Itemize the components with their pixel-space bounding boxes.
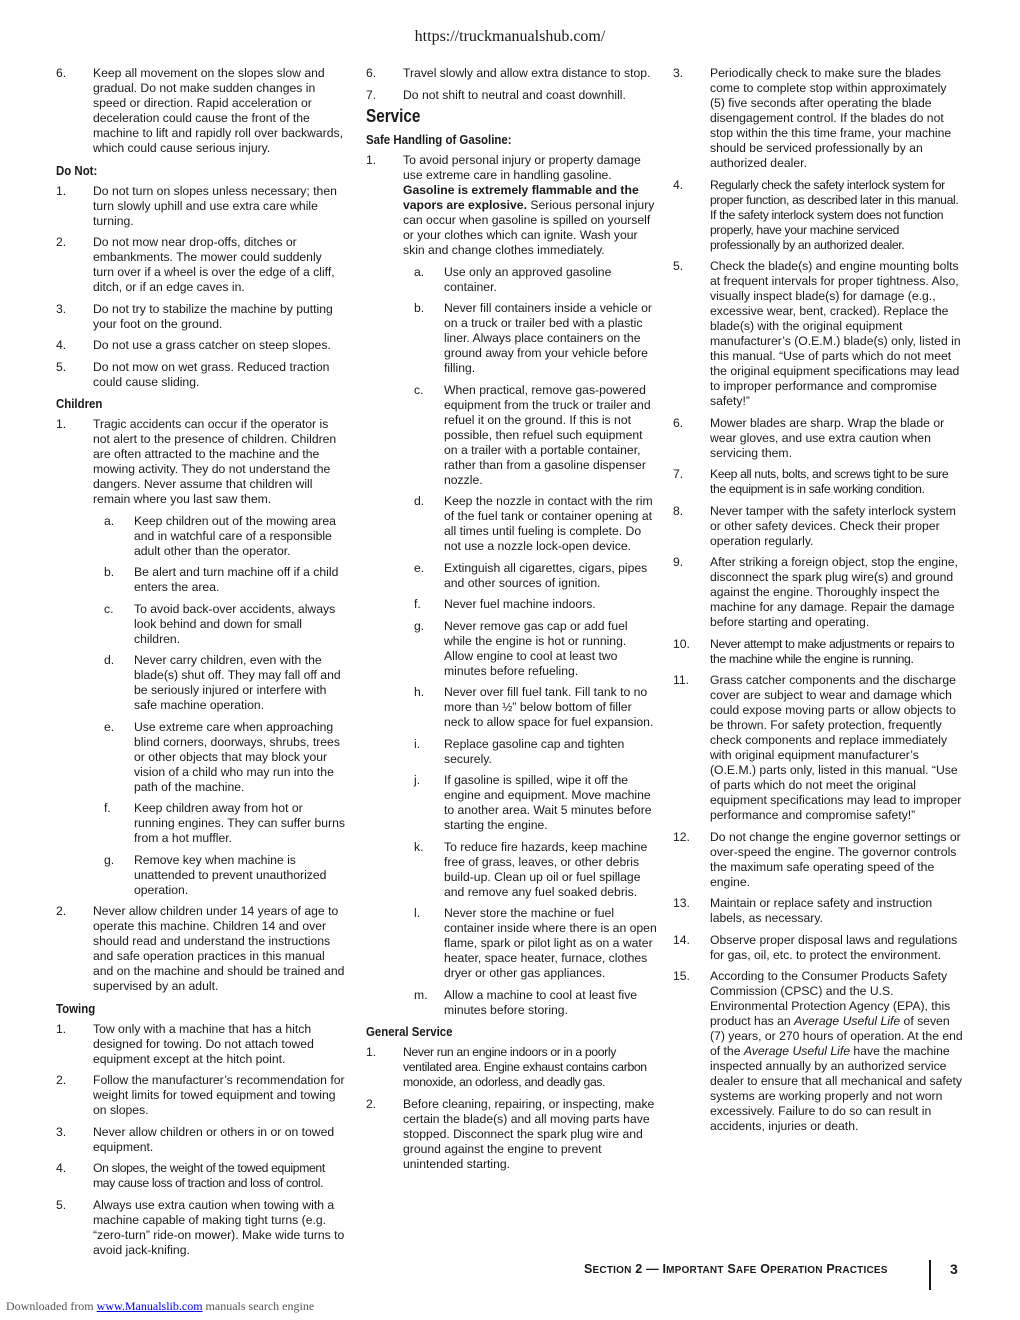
list-item: 11. Grass catcher components and the discharge cover are subject to wear and damage which could expose moving parts or allow objects to be thrown. For safety protection, frequently check components and replace immediately with original equipment manufacturer’s (O.E.M.) parts only, listed in this manual. “Use of parts which do not meet the original equipment specifications may lead to improper performance and compromise safety!” [673, 673, 962, 822]
footer-divider [929, 1260, 931, 1290]
list-item: 13. Maintain or replace safety and instruction labels, as necessary. [673, 896, 933, 925]
list-item: 5. Always use extra caution when towing with a machine capable of making tight turns (e.g. “zero-turn” ride-on mower). Make wide turns to avoid jack-knifing. [56, 1197, 345, 1257]
sub-item: h. Never over fill fuel tank. Fill tank to no more than ½” below bottom of filler neck to allow space for fuel expansion. [414, 685, 654, 729]
towing-heading: Towing [56, 1000, 96, 1016]
list-item: 6. Keep all movement on the slopes slow and gradual. Do not make sudden changes in speed or direction. Rapid acceleration or deceleration could cause the front of the machine to lift and rapidly roll over backwards, which could cause serious injury. [56, 66, 343, 155]
list-item: 6. Mower blades are sharp. Wrap the blade or wear gloves, and use extra caution when servicing them. [673, 415, 945, 460]
list-item: 12. Do not change the engine governor settings or over-speed the engine. The governor controls the maximum safe operating speed of the engine. [673, 829, 961, 889]
list-item: 2. Do not mow near drop-offs, ditches or embankments. The mower could suddenly turn over if a wheel is over the edge of a cliff, ditch, or if an edge caves in. [56, 235, 335, 294]
sub-item: e. Extinguish all cigarettes, cigars, pipes and other sources of ignition. [414, 560, 648, 590]
sub-item: d. Never carry children, even with the blade(s) shut off. They may fall off and be seriously injured or interfere with safe machine operation. [104, 653, 341, 712]
sub-item: m. Allow a machine to cool at least five minutes before storing. [414, 987, 638, 1017]
sub-item: k. To reduce fire hazards, keep machine free of grass, leaves, or other debris build-up. Clean up oil or fuel spillage and remove any fuel soaked debris. [414, 839, 648, 899]
sub-item: c. When practical, remove gas-powered equipment from the truck or trailer and refuel it on the ground. If this is not possible, then refuel such equipment on a trailer with a portable container, rather than from a gasoline dispenser nozzle. [414, 382, 651, 487]
header-url: https://truckmanualshub.com/ [414, 28, 606, 45]
list-item: 14. Observe proper disposal laws and regulations for gas, oil, etc. to protect the environment. [673, 932, 958, 962]
list-item: 6. Travel slowly and allow extra distance to stop. [366, 66, 651, 80]
list-item: 5. Do not mow on wet grass. Reduced traction could cause sliding. [56, 359, 330, 389]
list-item: 2. Never allow children under 14 years of age to operate this machine. Children 14 and over should read and understand the instructions and safe operation practices in this manual and on the machine and should be trained and supervised by an adult. [56, 904, 345, 993]
list-item: 2. Before cleaning, repairing, or inspecting, make certain the blade(s) and all moving parts have stopped. Disconnect the spark plug wire and ground against the engine to prevent unintended starting. [366, 1096, 655, 1171]
list-item: 4. Regularly check the safety interlock system for proper function, as described later in this manual. If the safety interlock system does not function properly, have your machine serviced professionally by an authorized dealer. [673, 177, 959, 252]
list-item: 9. After striking a foreign object, stop the engine, disconnect the spark plug wire(s) and ground against the engine. Thoroughly inspect the machine for any damage. Repair the damage before starting and operating. [673, 555, 958, 629]
sub-item: b. Be alert and turn machine off if a child enters the area. [104, 565, 339, 594]
sub-item: f. Never fuel machine indoors. [414, 597, 596, 611]
list-item: 4. Do not use a grass catcher on steep slopes. [56, 338, 331, 352]
sub-item: j. If gasoline is spilled, wipe it off the engine and equipment. Move machine to another area. Wait 5 minutes before starting the engine. [414, 773, 652, 832]
column-2 [366, 66, 658, 1178]
sub-item: e. Use extreme care when approaching blind corners, doorways, shrubs, trees or other objects that may block your vision of a child who may run into the path of the machine. [104, 719, 340, 794]
list-item: 3. Periodically check to make sure the blades come to complete stop within approximately (5) five seconds after operating the blade disengagement control. If the blades do not stop within the this time frame, your machine should be serviced professionally by an authorized dealer. [673, 66, 952, 170]
children-heading: Children [56, 396, 103, 411]
download-note: Downloaded from www.Manualslib.com manuals search engine [6, 1299, 315, 1313]
gasoline-sublist [366, 265, 658, 1018]
sub-item: f. Keep children away from hot or running engines. They can suffer burns from a hot muffler. [104, 801, 345, 845]
list-item: 1. Do not turn on slopes unless necessary; then turn slowly uphill and use extra care while turning. [56, 183, 337, 228]
sub-item: g. Remove key when machine is unattended to prevent unauthorized operation. [104, 852, 327, 897]
column-3 [673, 66, 963, 1141]
sub-item: d. Keep the nozzle in contact with the rim of the fuel tank or container opening at all times until fueling is complete. Do not use a nozzle lock-open device. [414, 494, 653, 553]
list-item: 8. Never tamper with the safety interlock system or other safety devices. Check their proper operation regularly. [673, 503, 956, 548]
sub-item: c. To avoid back-over accidents, always look behind and down for small children. [104, 601, 336, 646]
sub-item: i. Replace gasoline cap and tighten securely. [414, 736, 625, 766]
list-item: 3. Never allow children or others in or on towed equipment. [56, 1124, 335, 1154]
list-item: 1. To avoid personal injury or property damage use extreme care in handling gasoline. Gasoline is extremely flammable and the vapors are explosive. Serious personal injury can occur when gasoline is spilled on yourself or your clothes which can ignite. Wash your skin and change clothes immediately. [366, 153, 655, 257]
list-item: 2. Follow the manufacturer’s recommendation for weight limits for towed equipment and towing on slopes. [56, 1073, 345, 1117]
general-service-heading: General Service [366, 1024, 453, 1039]
sub-item: a. Keep children out of the mowing area and in watchful care of a responsible adult other than the operator. [104, 513, 336, 558]
list-item: 1. Never run an engine indoors or in a poorly ventilated area. Engine exhaust contains carbon monoxide, an odorless, and deadly gas. [366, 1045, 647, 1089]
list-item: 7. Do not shift to neutral and coast downhill. [366, 87, 626, 102]
sub-item: g. Never remove gas cap or add fuel while the engine is hot or running. Allow engine to cool at least two minutes before refueling. [414, 618, 628, 678]
do-not-heading: Do Not: [56, 162, 98, 178]
list-item: 7. Keep all nuts, bolts, and screws tight to be sure the equipment is in safe working condition. [673, 467, 949, 496]
children-sublist [56, 514, 346, 898]
list-item: 3. Do not try to stabilize the machine by putting your foot on the ground. [56, 301, 333, 331]
sub-item: b. Never fill containers inside a vehicle or on a truck or trailer bed with a plastic liner. Always place containers on the ground away from your vehicle before filling. [414, 301, 652, 375]
list-item: 1. Tow only with a machine that has a hitch designed for towing. Do not attach towed equipment except at the hitch point. [56, 1021, 314, 1066]
list-item: 1. Tragic accidents can occur if the operator is not alert to the presence of children. Children are often attracted to the machine and the mowing activity. They do not understand the dangers. Never assume that children will remain where you last saw them. [56, 417, 337, 506]
list-item: 4. On slopes, the weight of the towed equipment may cause loss of traction and loss of control. [56, 1161, 325, 1190]
list-item: 5. Check the blade(s) and engine mounting bolts at frequent intervals for proper tightness. Also, visually inspect blade(s) for damage (e.g., excessive wear, bent, cracked). Replace the blade(s) with the original equipment manufacturer’s (O.E.M.) blade(s) only, listed in this manual. “Use of parts which do not meet the original equipment specifications may lead to improper performance and compromise safety!” [673, 259, 961, 408]
sub-item: l. Never store the machine or fuel container inside where there is an open flame, spark or pilot light as on a water heater, space heater, furnace, clothes dryer or other gas appliances. [414, 906, 657, 980]
sub-item: a. Use only an approved gasoline container. [414, 264, 612, 294]
manualslib-link[interactable]: www.Manualslib.com [96, 1299, 203, 1313]
warning-bold-text: Gasoline is extremely flammable and the vapors are explosive. [403, 183, 639, 212]
section-footer-title: SECTION 2 — IMPORTANT SAFE OPERATION PRACTICES [584, 1262, 888, 1276]
gasoline-heading: Safe Handling of Gasoline: [366, 132, 512, 147]
list-item: 15. According to the Consumer Products Safety Commission (CPSC) and the U.S. Environmental Protection Agency (EPA), this product has an Average Useful Life of seven (7) years, or 270 hours of operation. At the end of the Average Useful Life have the machine inspected annually by an authorized service dealer to ensure that all mechanical and safety systems are working properly and not worn excessively. Failure to do so can result in accidents, injuries or death. [673, 969, 963, 1133]
list-item: 10. Never attempt to make adjustments or repairs to the machine while the engine is running. [673, 636, 955, 666]
page-number: 3 [950, 1261, 958, 1277]
column-1 [56, 66, 346, 1264]
service-heading: Service [366, 106, 421, 126]
